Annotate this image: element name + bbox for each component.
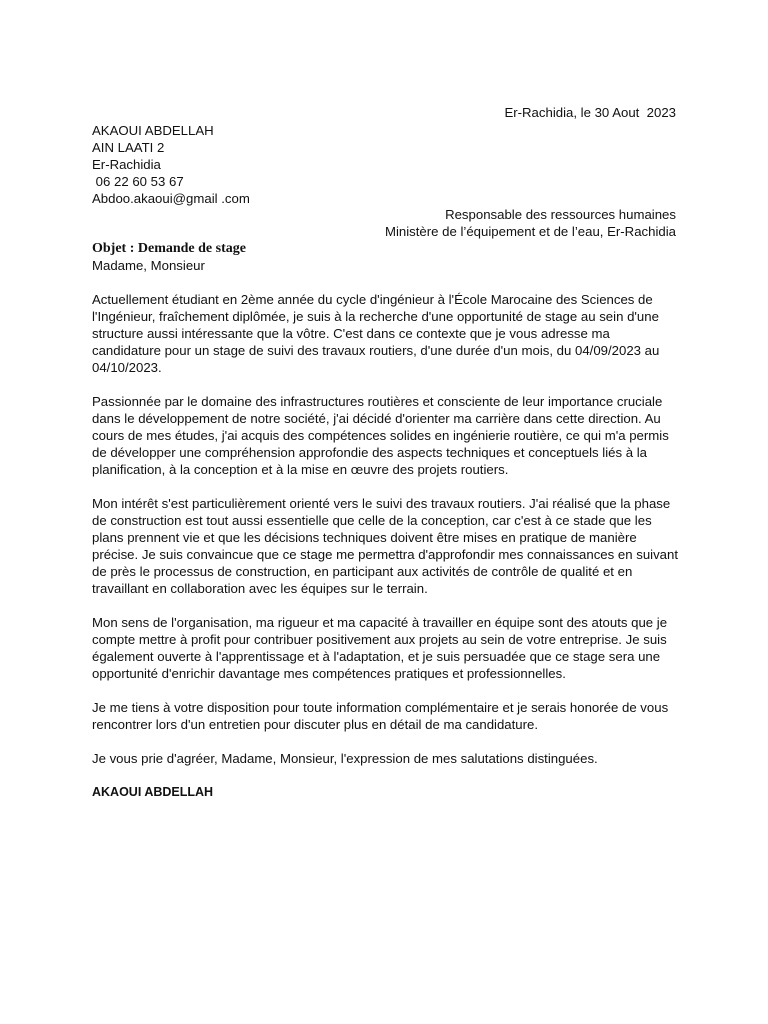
recipient-line-2: Ministère de l’équipement et de l’eau, Er-Rachidia [384,224,676,239]
body-paragraph: Je me tiens à votre disposition pour toute information complémentaire et je serais honorée de vous rencontrer lors d'un entretien pour discuter plus en détail de ma candidature. [92,700,669,732]
sender-name: AKAOUI ABDELLAH [92,123,214,138]
closing-paragraph: Je vous prie d'agréer, Madame, Monsieur, l'expression de mes salutations distinguées. [92,751,598,766]
body-paragraph: Actuellement étudiant en 2ème année du cycle d'ingénieur à l'École Marocaine des Sciences de l'Ingénieur, fraîchement diplômée, je suis à la recherche d'une opportunité de stage au sein d'une structure aussi intéressante que la vôtre. C'est dans ce contexte que je vous adresse ma candidature pour un stage de suivi des travaux routiers, d'une durée d'un mois, du 04/09/2023 au 04/10/2023. [92,292,660,375]
body-paragraph: Passionnée par le domaine des infrastructures routières et consciente de leur importance cruciale dans le développement de notre société, j'ai décidé d'orienter ma carrière dans cette direction. Au cours de mes études, j'ai acquis des compétences solides en ingénierie routière, ce qui m'a permis de développer une compréhension approfondie des aspects techniques et conceptuels liés à la planification, à la conception et à la mise en œuvre des projets routiers. [92,394,669,477]
letter-object: Objet : Demande de stage [92,241,246,256]
sender-email: Abdoo.akaoui@gmail .com [92,191,250,206]
signature: AKAOUI ABDELLAH [92,785,214,799]
body-paragraph: Mon sens de l'organisation, ma rigueur et ma capacité à travailler en équipe sont des atouts que je compte mettre à profit pour contribuer positivement aux projets au sein de votre entreprise. Je suis également ouverte à l'apprentissage et à l'adaptation, et je suis persuadée que ce stage sera une opportunité d'enrichir davantage mes compétences pratiques et professionnelles. [92,615,668,681]
letter-salutation: Madame, Monsieur [92,258,205,273]
letter-body [92,291,680,784]
recipient-line-1: Responsable des ressources humaines [445,207,676,222]
sender-city: Er-Rachidia [92,157,161,172]
sender-block [92,122,250,207]
recipient-block [385,206,676,240]
sender-address: AIN LAATI 2 [92,140,165,155]
sender-phone: 06 22 60 53 67 [92,174,184,189]
body-paragraph: Mon intérêt s'est particulièrement orienté vers le suivi des travaux routiers. J'ai réalisé que la phase de construction est tout aussi essentielle que celle de la conception, car c'est à ce stade que les plans prennent vie et que les décisions techniques doivent être mises en pratique de manière précise. Je suis convaincue que ce stage me permettra d'approfondir mes connaissances en suivant de près le processus de construction, en participant aux activités de contrôle de qualité et en travaillant en collaboration avec les équipes sur le terrain. [92,496,679,596]
letter-date: Er-Rachidia, le 30 Aout 2023 [504,105,676,120]
